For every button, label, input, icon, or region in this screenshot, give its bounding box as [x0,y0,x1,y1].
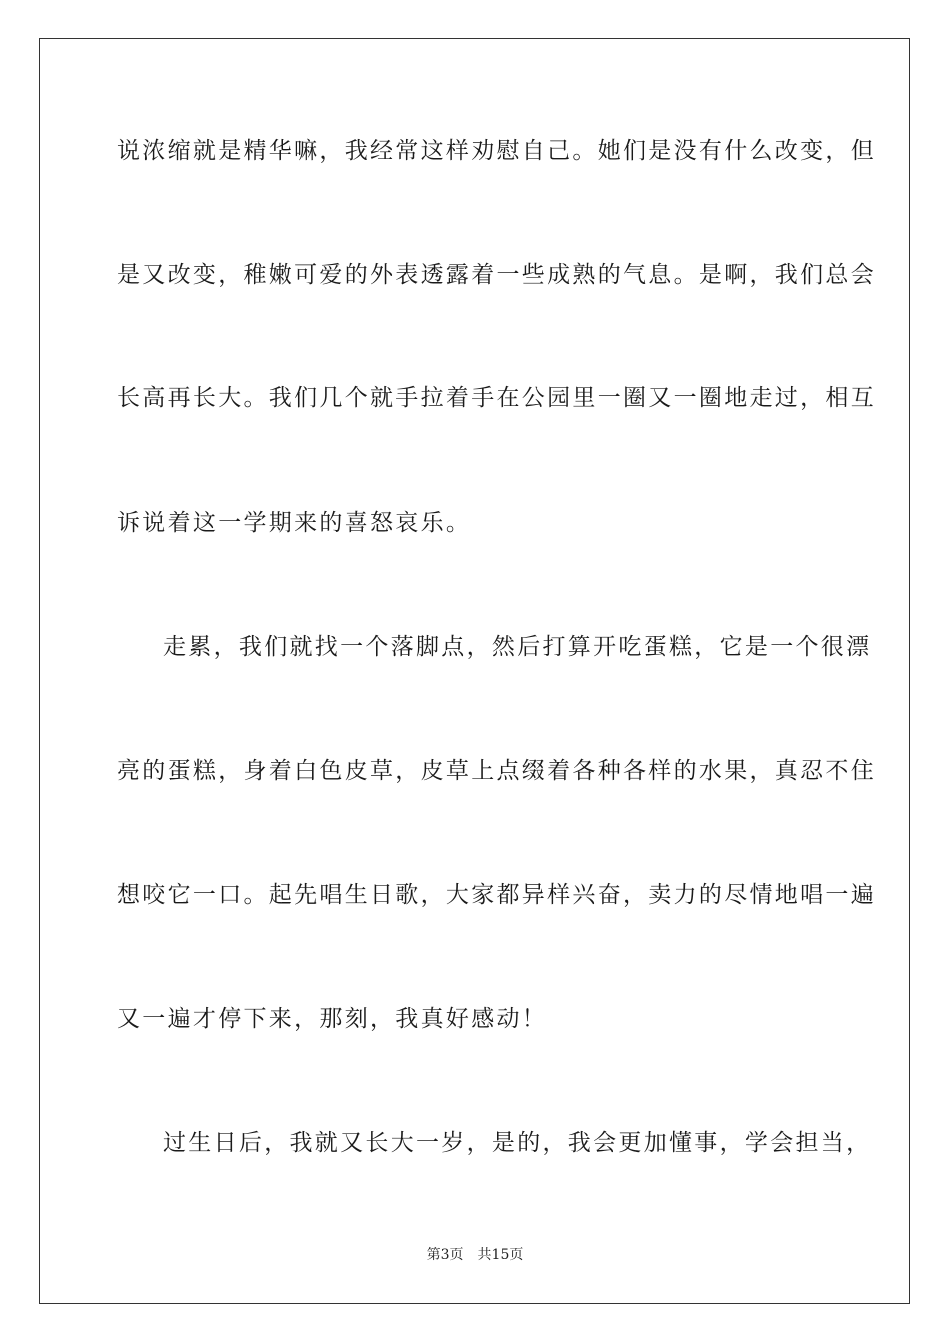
page-border [39,38,910,1304]
body-text-line-3: 长高再长大。我们几个就手拉着手在公园里一圈又一圈地走过，相互 [117,385,876,411]
body-text-line-8: 又一遍才停下来，那刻，我真好感动！ [117,1006,548,1032]
body-text-line-9: 过生日后，我就又长大一岁，是的，我会更加懂事，学会担当， [163,1130,872,1156]
body-text-line-2: 是又改变，稚嫩可爱的外表透露着一些成熟的气息。是啊，我们总会 [117,262,876,288]
total-pages: 共15页 [477,1247,524,1263]
body-text-line-5: 走累，我们就找一个落脚点，然后打算开吃蛋糕，它是一个很漂 [163,634,872,660]
page-number: 第3页 [426,1247,464,1263]
body-text-line-4: 诉说着这一学期来的喜怒哀乐。 [117,510,472,536]
body-text-line-6: 亮的蛋糕，身着白色皮草，皮草上点缀着各种各样的水果，真忍不住 [117,758,876,784]
body-text-line-7: 想咬它一口。起先唱生日歌，大家都异样兴奋，卖力的尽情地唱一遍 [117,882,876,908]
body-text-line-1: 说浓缩就是精华嘛，我经常这样劝慰自己。她们是没有什么改变，但 [117,138,876,164]
page-footer [0,1246,950,1264]
